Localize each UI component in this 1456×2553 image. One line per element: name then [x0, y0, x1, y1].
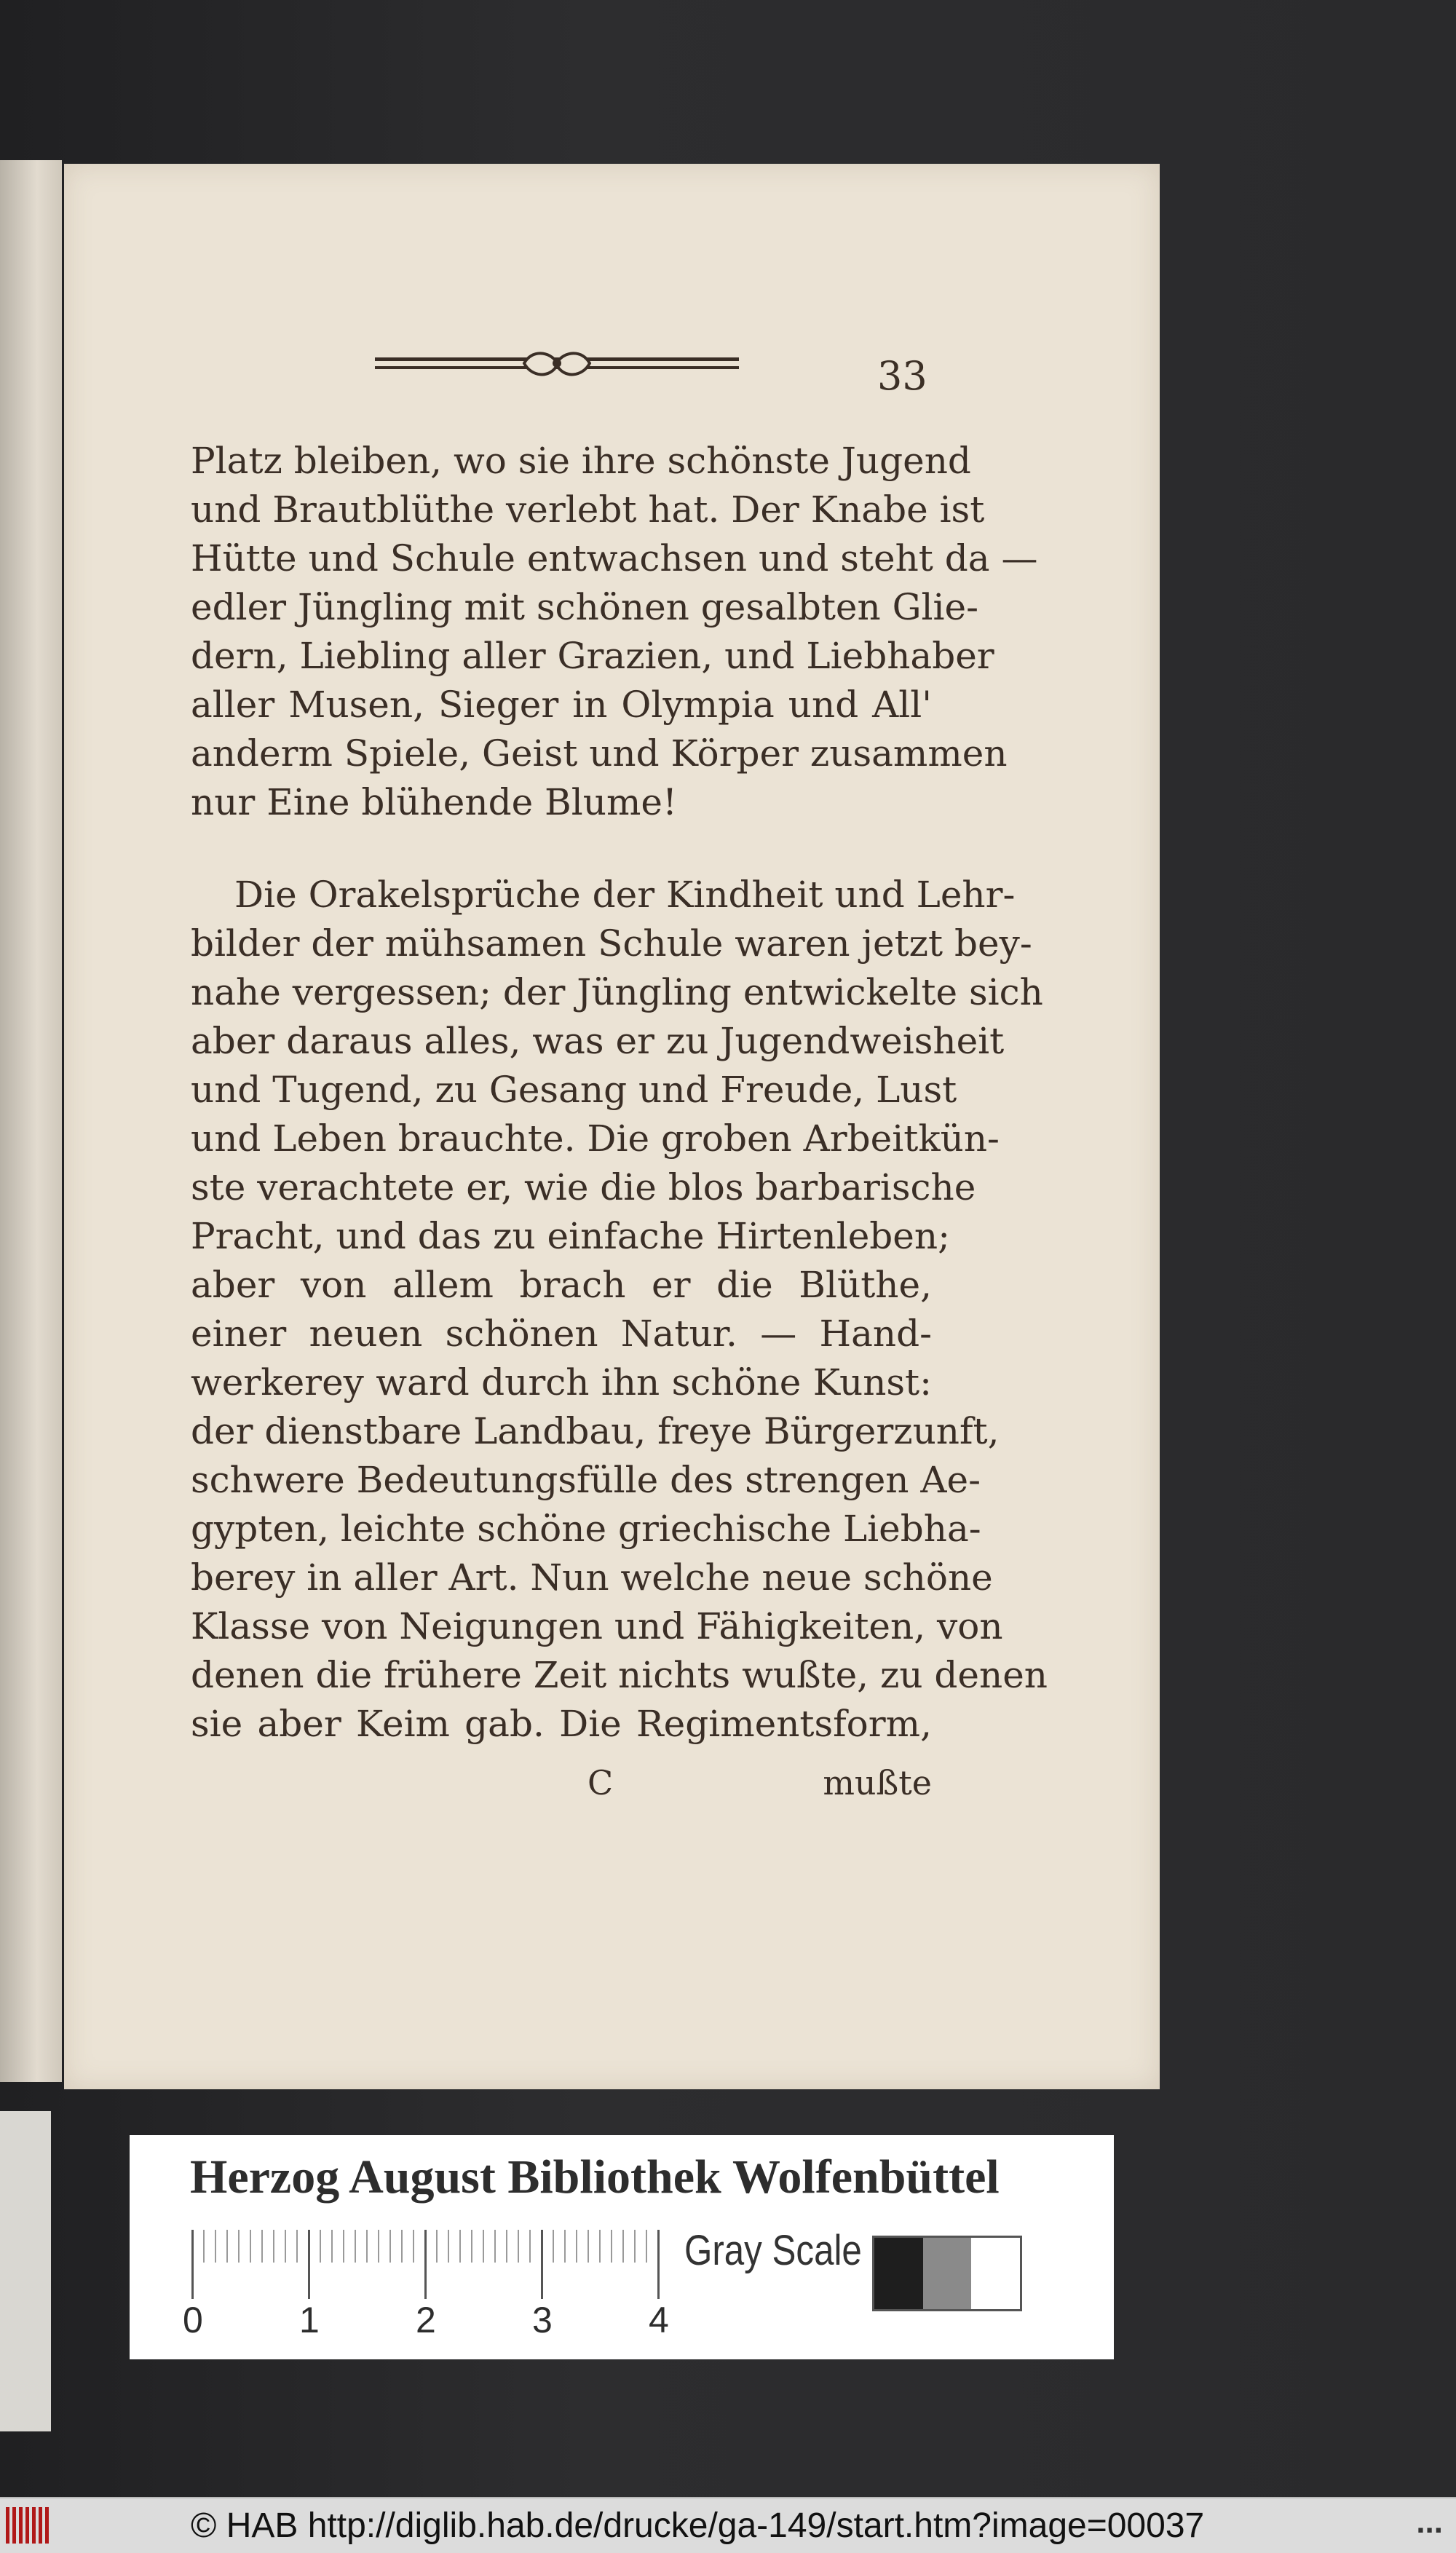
- text-line: berey in aller Art. Nun welche neue schöne: [191, 1556, 993, 1599]
- ruler-number: 2: [416, 2300, 436, 2340]
- paragraph-gap: [191, 827, 932, 871]
- ruler-minor-tick: [576, 2230, 577, 2263]
- text-line: ste verachtete er, wie die blos barbarische: [191, 1166, 976, 1208]
- ruler-minor-tick: [296, 2230, 298, 2263]
- text-line: Pracht, und das zu einfache Hirtenleben;: [191, 1215, 950, 1257]
- text-line: Platz bleiben, wo sie ihre schönste Jugend: [191, 440, 971, 482]
- ruler-number: 0: [183, 2300, 203, 2340]
- text-line: aber daraus alles, was er zu Jugendweisheit: [191, 1020, 1005, 1062]
- ruler-minor-tick: [506, 2230, 507, 2263]
- ruler-minor-tick: [343, 2230, 344, 2263]
- ruler-number: 3: [532, 2300, 553, 2340]
- catchline: [191, 1763, 932, 1812]
- text-line: nur Eine blühende Blume!: [191, 781, 678, 823]
- ruler-minor-tick: [553, 2230, 554, 2263]
- text-line: nahe vergessen; der Jüngling entwickelte sich: [191, 971, 1043, 1013]
- text-line: sie aber Keim gab. Die Regimentsform,: [191, 1703, 932, 1745]
- text-line: werkerey ward durch ihn schöne Kunst:: [191, 1361, 932, 1404]
- text-line: anderm Spiele, Geist und Körper zusammen: [191, 732, 1008, 775]
- text-line: edler Jüngling mit schönen gesalbten Glie-: [191, 586, 979, 628]
- footer-credit[interactable]: © HAB http://diglib.hab.de/drucke/ga-149/start.htm?image=00037: [191, 2506, 1205, 2545]
- catchword: mußte: [823, 1763, 932, 1802]
- text-line: denen die frühere Zeit nichts wußte, zu denen: [191, 1654, 1048, 1696]
- text-line: und Leben brauchte. Die groben Arbeitkün-: [191, 1117, 1000, 1160]
- ruler-minor-tick: [273, 2230, 274, 2263]
- left-book-edge: [0, 160, 62, 2082]
- ruler-minor-tick: [599, 2230, 601, 2263]
- text-line: der dienstbare Landbau, freye Bürgerzunft,: [191, 1410, 1000, 1452]
- ruler-minor-tick: [355, 2230, 356, 2263]
- ruler-minor-tick: [261, 2230, 263, 2263]
- ruler-number: 4: [649, 2300, 669, 2340]
- text-line: gypten, leichte schöne griechische Liebha-: [191, 1508, 981, 1550]
- ruler-minor-tick: [587, 2230, 589, 2263]
- library-title: Herzog August Bibliothek Wolfenbüttel: [190, 2150, 1000, 2204]
- ruler-minor-tick: [389, 2230, 391, 2263]
- ruler-minor-tick: [226, 2230, 228, 2263]
- header-ornament: [375, 348, 739, 381]
- color-calibration-card: [130, 2135, 1114, 2359]
- ruler-major-tick: [308, 2230, 310, 2299]
- ruler-minor-tick: [238, 2230, 240, 2263]
- gray-swatch: [923, 2238, 972, 2309]
- ruler-minor-tick: [494, 2230, 496, 2263]
- gray-scale-label: Gray Scale: [684, 2227, 862, 2274]
- ruler-minor-tick: [436, 2230, 438, 2263]
- signature-mark: C: [587, 1763, 614, 1802]
- ruler-minor-tick: [471, 2230, 472, 2263]
- ruler-minor-tick: [483, 2230, 484, 2263]
- gray-swatch: [971, 2238, 1020, 2309]
- ruler-minor-tick: [459, 2230, 461, 2263]
- text-line: und Brautblüthe verlebt hat. Der Knabe ist: [191, 488, 985, 531]
- ruler-minor-tick: [320, 2230, 321, 2263]
- text-line: aller Musen, Sieger in Olympia und All': [191, 684, 932, 726]
- ruler-minor-tick: [378, 2230, 379, 2263]
- ruler-major-tick: [191, 2230, 194, 2299]
- ruler-minor-tick: [634, 2230, 636, 2263]
- footer-bar: [0, 2497, 1456, 2553]
- ruler: [183, 2230, 669, 2354]
- page-number: 33: [877, 353, 927, 399]
- ruler-minor-tick: [646, 2230, 647, 2263]
- text-line: einer neuen schönen Natur. — Hand-: [191, 1313, 932, 1355]
- gray-scale-swatches: [872, 2236, 1022, 2311]
- ruler-major-tick: [424, 2230, 427, 2299]
- ruler-minor-tick: [564, 2230, 566, 2263]
- ruler-minor-tick: [250, 2230, 251, 2263]
- left-edge-strip: [0, 2111, 51, 2431]
- ruler-number: 1: [299, 2300, 320, 2340]
- ruler-minor-tick: [203, 2230, 205, 2263]
- ruler-minor-tick: [285, 2230, 286, 2263]
- text-line: aber von allem brach er die Blüthe,: [191, 1264, 932, 1306]
- page-body-text: [191, 437, 1048, 1749]
- ruler-minor-tick: [448, 2230, 449, 2263]
- hab-logo-icon: [6, 2507, 61, 2544]
- text-line: bilder der mühsamen Schule waren jetzt bey-: [191, 922, 1032, 965]
- more-icon[interactable]: ...: [1416, 2504, 1443, 2540]
- gray-swatch: [874, 2238, 923, 2309]
- text-line: schwere Bedeutungsfülle des strengen Ae-: [191, 1459, 981, 1501]
- ruler-major-tick: [541, 2230, 543, 2299]
- ruler-minor-tick: [518, 2230, 519, 2263]
- ruler-minor-tick: [413, 2230, 414, 2263]
- ruler-minor-tick: [529, 2230, 531, 2263]
- ruler-major-tick: [657, 2230, 660, 2299]
- text-line: Hütte und Schule entwachsen und steht da —: [191, 537, 1038, 579]
- ruler-minor-tick: [401, 2230, 403, 2263]
- ruler-minor-tick: [215, 2230, 216, 2263]
- ruler-minor-tick: [366, 2230, 368, 2263]
- ruler-minor-tick: [622, 2230, 624, 2263]
- text-line: und Tugend, zu Gesang und Freude, Lust: [191, 1069, 957, 1111]
- ruler-minor-tick: [331, 2230, 333, 2263]
- ruler-minor-tick: [611, 2230, 612, 2263]
- text-line: dern, Liebling aller Grazien, und Liebhaber: [191, 635, 994, 677]
- text-line: Klasse von Neigungen und Fähigkeiten, von: [191, 1605, 1003, 1647]
- text-line: Die Orakelsprüche der Kindheit und Lehr-: [234, 874, 1016, 916]
